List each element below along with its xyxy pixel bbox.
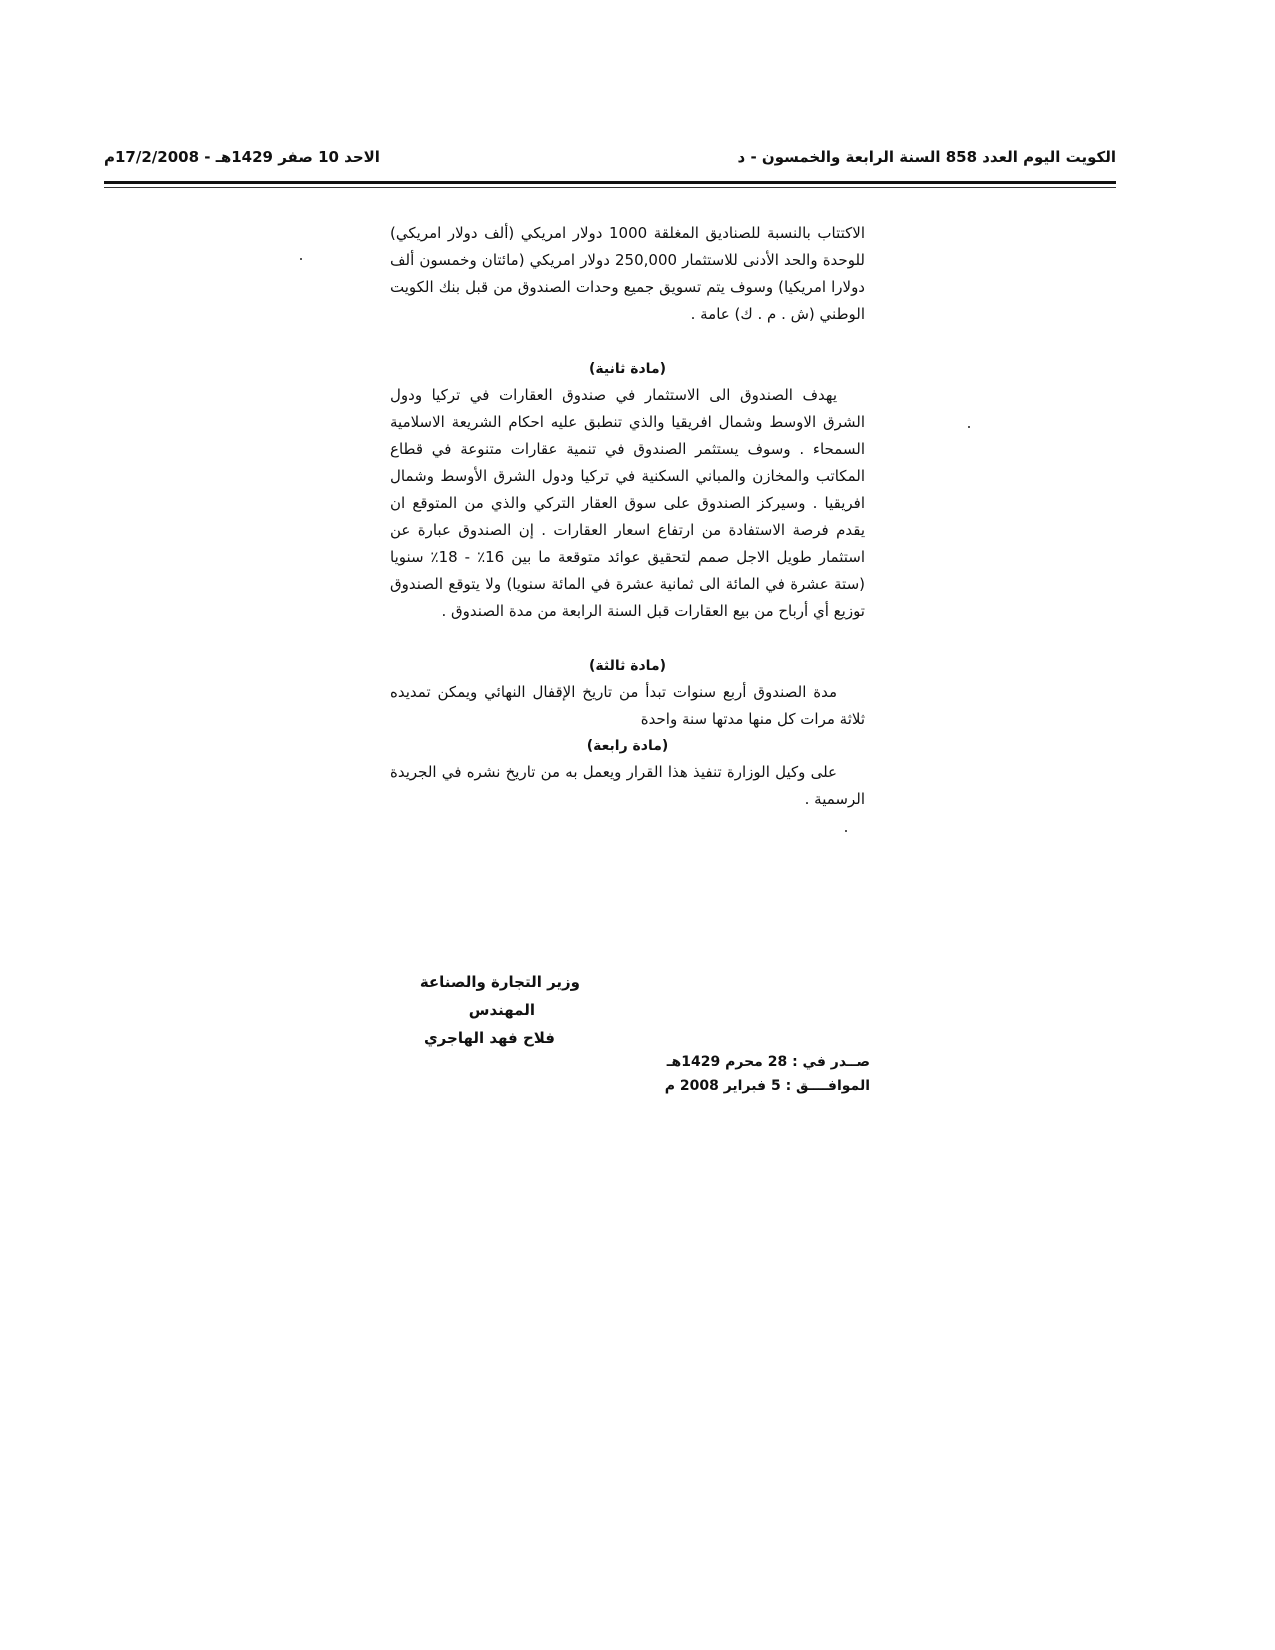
header-rule-thick (104, 181, 1116, 184)
article-3-text: مدة الصندوق أربع سنوات تبدأ من تاريخ الإقفال النهائي ويمكن تمديده ثلاثة مرات كل منها مدتها سنة واحدة (390, 683, 865, 728)
article-4-heading: (مادة رابعة) (586, 738, 669, 754)
page-header (104, 148, 1116, 174)
scan-speck (968, 426, 970, 428)
signature-block (380, 968, 580, 1052)
header-date: الاحد 10 صفر 1429هـ - 17/2/2008م (104, 148, 380, 166)
article-2-text: يهدف الصندوق الى الاستثمار في صندوق العقارات في تركيا ودول الشرق الاوسط وشمال افريقيا والذي تنطبق عليه احكام الشريعة الاسلامية السمحاء . وسوف يستثمر الصندوق في تنمية عقارات متنوعة في قطاع المكاتب والمخازن والمباني السكنية في تركيا ودول الشرق الأوسط وشمال افريقيا . وسيركز الصندوق على سوق العقار التركي والذي من المتوقع ان يقدم فرصة الاستفادة من ارتفاع اسعار العقارات . إن الصندوق عبارة عن استثمار طويل الاجل صمم لتحقيق عوائد متوقعة ما بين 16٪ - 18٪ سنويا (ستة عشرة في المائة الى ثمانية عشرة في المائة سنويا) ولا يتوقع الصندوق توزيع أي أرباح من بيع العقارات قبل السنة الرابعة من مدة الصندوق . (390, 386, 865, 620)
article-3-heading: (مادة ثالثة) (588, 658, 667, 674)
opening-paragraph: الاكتتاب بالنسبة للصناديق المغلقة 1000 دولار امريكي (ألف دولار امريكي) للوحدة والحد الأدنى للاستثمار 250,000 دولار امريكي (مائتان وخمسون ألف دولارا امريكيا) وسوف يتم تسويق جميع وحدات الصندوق من قبل بنك الكويت الوطني (ش . م . ك) عامة . (390, 224, 865, 323)
article-4-text: على وكيل الوزارة تنفيذ هذا القرار ويعمل به من تاريخ نشره في الجريدة الرسمية . (390, 763, 865, 808)
article-2-heading: (مادة ثانية) (588, 361, 667, 377)
document-body (390, 220, 865, 813)
issued-date: صــدر في : 28 محرم 1429هـ (666, 1054, 870, 1070)
minister-title: وزير التجارة والصناعة (419, 973, 580, 991)
issue-dates (664, 1050, 870, 1098)
header-rule-thin (104, 187, 1116, 188)
minister-name: فلاح فهد الهاجري (423, 1029, 555, 1047)
spacer (390, 625, 865, 653)
spacer (390, 328, 865, 356)
header-publication: الكويت اليوم العدد 858 السنة الرابعة والخمسون - د (737, 148, 1116, 166)
engineer-title: المهندس (468, 1001, 535, 1019)
corresponding-date: الموافــــق : 5 فبراير 2008 م (664, 1078, 870, 1094)
scan-speck (845, 830, 847, 832)
scan-speck (300, 258, 302, 260)
